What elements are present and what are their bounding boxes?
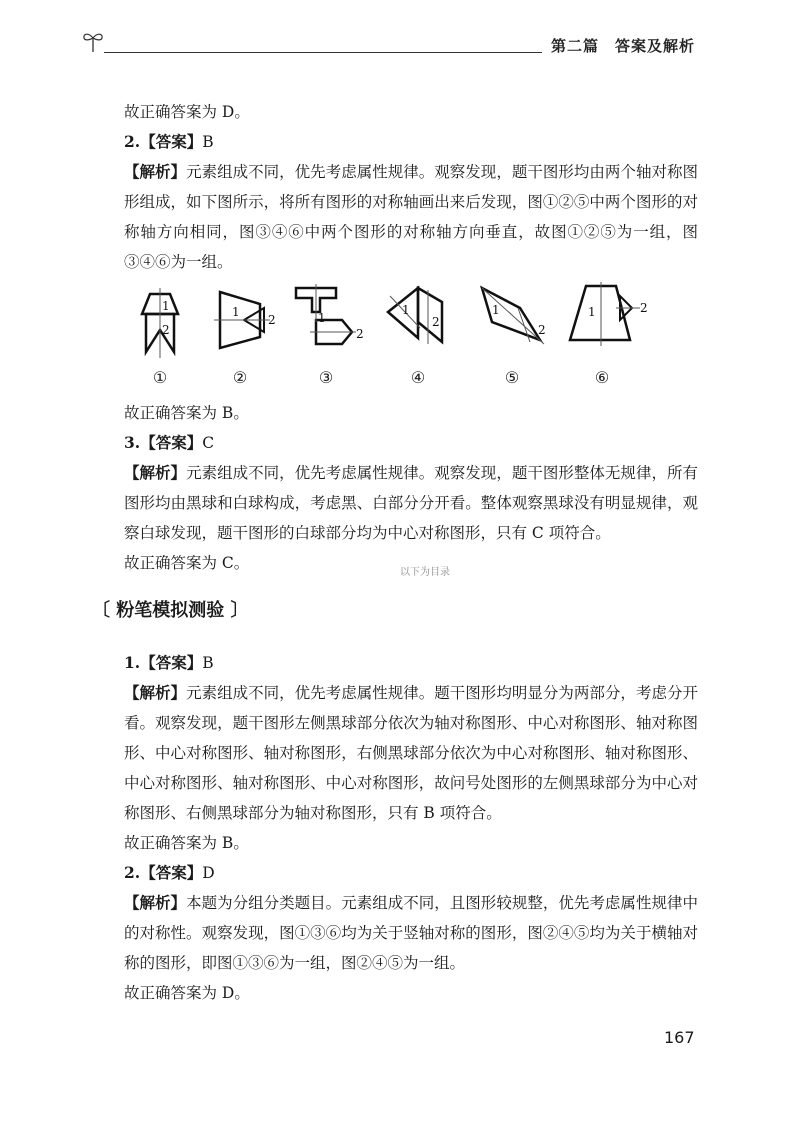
- q2-analysis-text: 元素组成不同，优先考虑属性规律。观察发现，题干图形均由两个轴对称图形组成，如下图所示，将所有图形的对称轴画出来后发现，图①②⑤中两个图形的对称轴方向相同，图③④⑥中两个图形的对称轴方向垂直，故图①②⑤为一组，图③④⑥为一组。: [124, 163, 698, 271]
- stamp-note: 以下为目录: [400, 567, 450, 578]
- answer-tag: 【答案】: [140, 132, 203, 151]
- header-title: 第二篇 答案及解析: [551, 37, 696, 55]
- figure-label-3: ③: [318, 368, 334, 387]
- figure-label-5: ⑤: [504, 368, 520, 387]
- s-q2-analysis-text: 本题为分组分类题目。元素组成不同，且图形较规整，优先考虑属性规律中的对称性。观察发现，图①③⑥均为关于竖轴对称的图形，图②④⑤均为关于横轴对称的图形，即图①③⑥为一组，图②④⑤为一组。: [124, 894, 698, 972]
- analysis-tag: 【解析】: [124, 683, 187, 702]
- figure-6: [570, 282, 648, 346]
- q3-answer: C: [202, 434, 215, 452]
- analysis-tag: 【解析】: [124, 463, 187, 482]
- q2-answer-line: [92, 127, 698, 157]
- part1-text: [92, 97, 698, 277]
- s-q2-answer: D: [202, 864, 215, 882]
- q2-number: 2.: [124, 132, 141, 151]
- part1-continued: [92, 398, 698, 578]
- figure-1: [142, 288, 178, 358]
- s-q1-answer: B: [202, 654, 214, 672]
- s-q1-conclusion: 故正确答案为 B。: [124, 834, 249, 852]
- q2-conclusion: 故正确答案为 B。: [124, 404, 249, 422]
- section-text: [92, 648, 698, 1008]
- figure-5: [482, 288, 546, 344]
- q3-answer-line: [92, 428, 698, 458]
- fig2-part-1: 1: [232, 305, 240, 319]
- page-header: [0, 0, 800, 70]
- figure-row: [120, 282, 700, 367]
- section-title: 〔 粉笔模拟测验 〕: [92, 600, 249, 621]
- fig4-part-2: 2: [432, 315, 440, 329]
- fig6-part-2: 2: [640, 301, 648, 315]
- fig5-part-2: 2: [538, 323, 546, 337]
- s-q1-answer-line: [92, 648, 698, 678]
- fig6-part-1: 1: [588, 305, 596, 319]
- figure-label-6: ⑥: [594, 368, 610, 387]
- symmetry-figures: [120, 282, 700, 402]
- s-q2-number: 2.: [124, 863, 141, 882]
- figure-label-2: ②: [232, 368, 248, 387]
- fig2-part-2: 2: [268, 313, 276, 327]
- header-rule: [104, 52, 542, 53]
- answer-tag: 【答案】: [140, 863, 203, 882]
- analysis-tag: 【解析】: [124, 162, 187, 181]
- conclusion-d: 故正确答案为 D。: [124, 103, 250, 121]
- answer-tag: 【答案】: [140, 653, 203, 672]
- figure-3: [296, 284, 364, 344]
- fig3-part-2: 2: [356, 327, 364, 341]
- q3-analysis: [92, 458, 698, 548]
- analysis-tag: 【解析】: [124, 893, 187, 912]
- s-q1-analysis-text: 元素组成不同，优先考虑属性规律。题干图形均明显分为两部分，考虑分开看。观察发现，题干图形左侧黑球部分依次为轴对称图形、中心对称图形、轴对称图形、中心对称图形、轴对称图形，右侧黑球部分依次为中心对称图形、轴对称图形、中心对称图形、轴对称图形、中心对称图形，故问号处图形的左侧黑球部分为中心对称图形、右侧黑球部分为轴对称图形，只有 B 项符合。: [124, 684, 698, 822]
- fig4-part-1: 1: [402, 303, 410, 317]
- fig1-part-2: 2: [162, 323, 170, 337]
- s-q2-analysis: [92, 888, 698, 978]
- sprout-icon: [82, 28, 104, 54]
- page-number: 167: [664, 1028, 695, 1047]
- q3-conclusion: 故正确答案为 C。: [124, 554, 250, 572]
- answer-tag: 【答案】: [140, 433, 203, 452]
- s-q1-number: 1.: [124, 653, 141, 672]
- fig3-part-1: 1: [318, 311, 326, 325]
- figure-label-4: ④: [410, 368, 426, 387]
- q3-number: 3.: [124, 433, 141, 452]
- s-q2-conclusion: 故正确答案为 D。: [124, 984, 250, 1002]
- fig5-part-1: 1: [492, 303, 500, 317]
- s-q2-answer-line: [92, 858, 698, 888]
- figure-label-1: ①: [152, 368, 168, 387]
- q2-analysis: [92, 157, 698, 277]
- q2-answer: B: [202, 133, 214, 151]
- fig1-part-1: 1: [162, 299, 170, 313]
- figure-2: [214, 292, 276, 348]
- q3-analysis-text: 元素组成不同，优先考虑属性规律。观察发现，题干图形整体无规律，所有图形均由黑球和白球构成，考虑黑、白部分分开看。整体观察黑球没有明显规律，观察白球发现，题干图形的白球部分均为中心对称图形，只有 C 项符合。: [124, 464, 698, 542]
- figure-4: [388, 288, 442, 344]
- s-q1-analysis: [92, 678, 698, 828]
